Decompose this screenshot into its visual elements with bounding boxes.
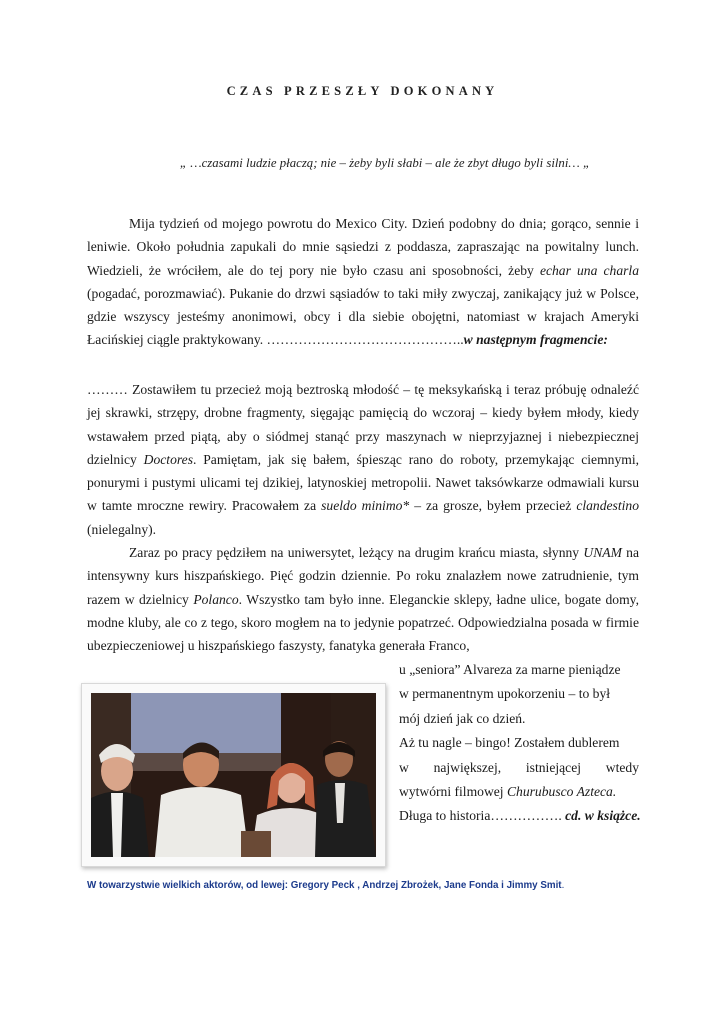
motto-quote: „ …czasami ludzie płaczą; nie – żeby byli słabi – ale że zbyt długo byli silni… „ <box>179 156 591 170</box>
paragraph-1: Mija tydzień od mojego powrotu do Mexico City. Dzień podobny do dnia; gorąco, sennie i leniwie. Około południa zapukali do mnie sąsiedzi z poddasza, zapraszając na powitalny lunch. Wiedzieli, że wróciłem, ale do tej pory nie było czasu ani sposobności, żeby echar una charla (pogadać, porozmawiać). Pukanie do drzwi sąsiadów to taki miły zwyczaj, zanikający już w Polsce, gdzie wszyscy jesteśmy anonimowi, obcy i dla siebie obojętni, natomiast w krajach Ameryki Łacińskiej ciągle praktykowany. ……………………………………..w następnym fragmencie: <box>87 216 639 348</box>
paragraph-2: ……… Zostawiłem tu przecież moją beztroską młodość – tę meksykańską i teraz próbuję odnaleźć jej skrawki, strzępy, drobne fragmenty, sięgając pamięcią do wczoraj – kiedy byłem młody, kiedy wstawałem przed piątą, aby o siódmej stanąć przy maszynach w nieprzyjaznej i niebezpiecznej dzielnicy Doctores. Pamiętam, jak się bałem, śpiesząc rano do roboty, przemykając ciemnymi, ponurymi i pustymi ulicami tej dzikiej, latynoskiej metropolii. Nawet taksówkarze odmawiali kursu w tamte mroczne rewiry. Pracowałem za sueldo minimo* – za grosze, byłem przecież clandestino (nielegalny). Zaraz po pracy pędziłem na uniwersytet, leżący na drugim krańcu miasta, słynny UNAM na intensywny kurs hiszpańskiego. Pięć godzin dziennie. Po roku znalazłem nowe zatrudnienie, tym razem w dzielnicy Polanco. Wszystko tam było inne. Eleganckie sklepy, ładne ulice, bogate domy, modne kluby, ale co z tego, skoro mogłem na to jedynie popatrzeć. Odpowiedzialna posada w firmie ubezpieczeniowej u hiszpańskiego faszysty, fanatyka generała Franco, <box>87 378 639 658</box>
photo-caption: W towarzystwie wielkich aktorów, od lewej: Gregory Peck , Andrzej Zbrożek, Jane Fonda i Jimmy Smit. <box>87 880 565 891</box>
document-title: CZAS PRZESZŁY DOKONANY <box>226 84 499 98</box>
wrapped-text-beside-photo: u „seniora” Alvareza za marne pieniądze w permanentnym upokorzeniu – to był mój dzień jak co dzień. Aż tu nagle – bingo! Zostałem dublerem w największej, istniejącej wtedy wytwórni filmowej Churubusco Azteca. Długa to historia……………. cd. w książce. <box>399 662 641 824</box>
paragraph-3: Zaraz po pracy pędziłem na uniwersytet, leżący na drugim krańcu miasta, słynny UNAM na intensywny kurs hiszpańskiego. Pięć godzin dziennie. Po roku znalazłem nowe zatrudnienie, tym razem w dzielnicy Polanco. Wszystko tam było inne. Eleganckie sklepy, ładne ulice, bogate domy, modne kluby, ale co z tego, skoro mogłem na to jedynie popatrzeć. Odpowiedzialna posada w firmie ubezpieczeniowej u hiszpańskiego faszysty, fanatyka generała Franco, <box>87 545 639 654</box>
caption-names: Gregory Peck , Andrzej Zbrożek, Jane Fonda i Jimmy Smit <box>290 880 562 891</box>
group-photo <box>81 683 386 867</box>
next-fragment-label: w następnym fragmencie: <box>463 332 608 348</box>
continued-in-book-label: cd. w książce. <box>565 808 641 824</box>
group-photo-image <box>91 693 376 857</box>
